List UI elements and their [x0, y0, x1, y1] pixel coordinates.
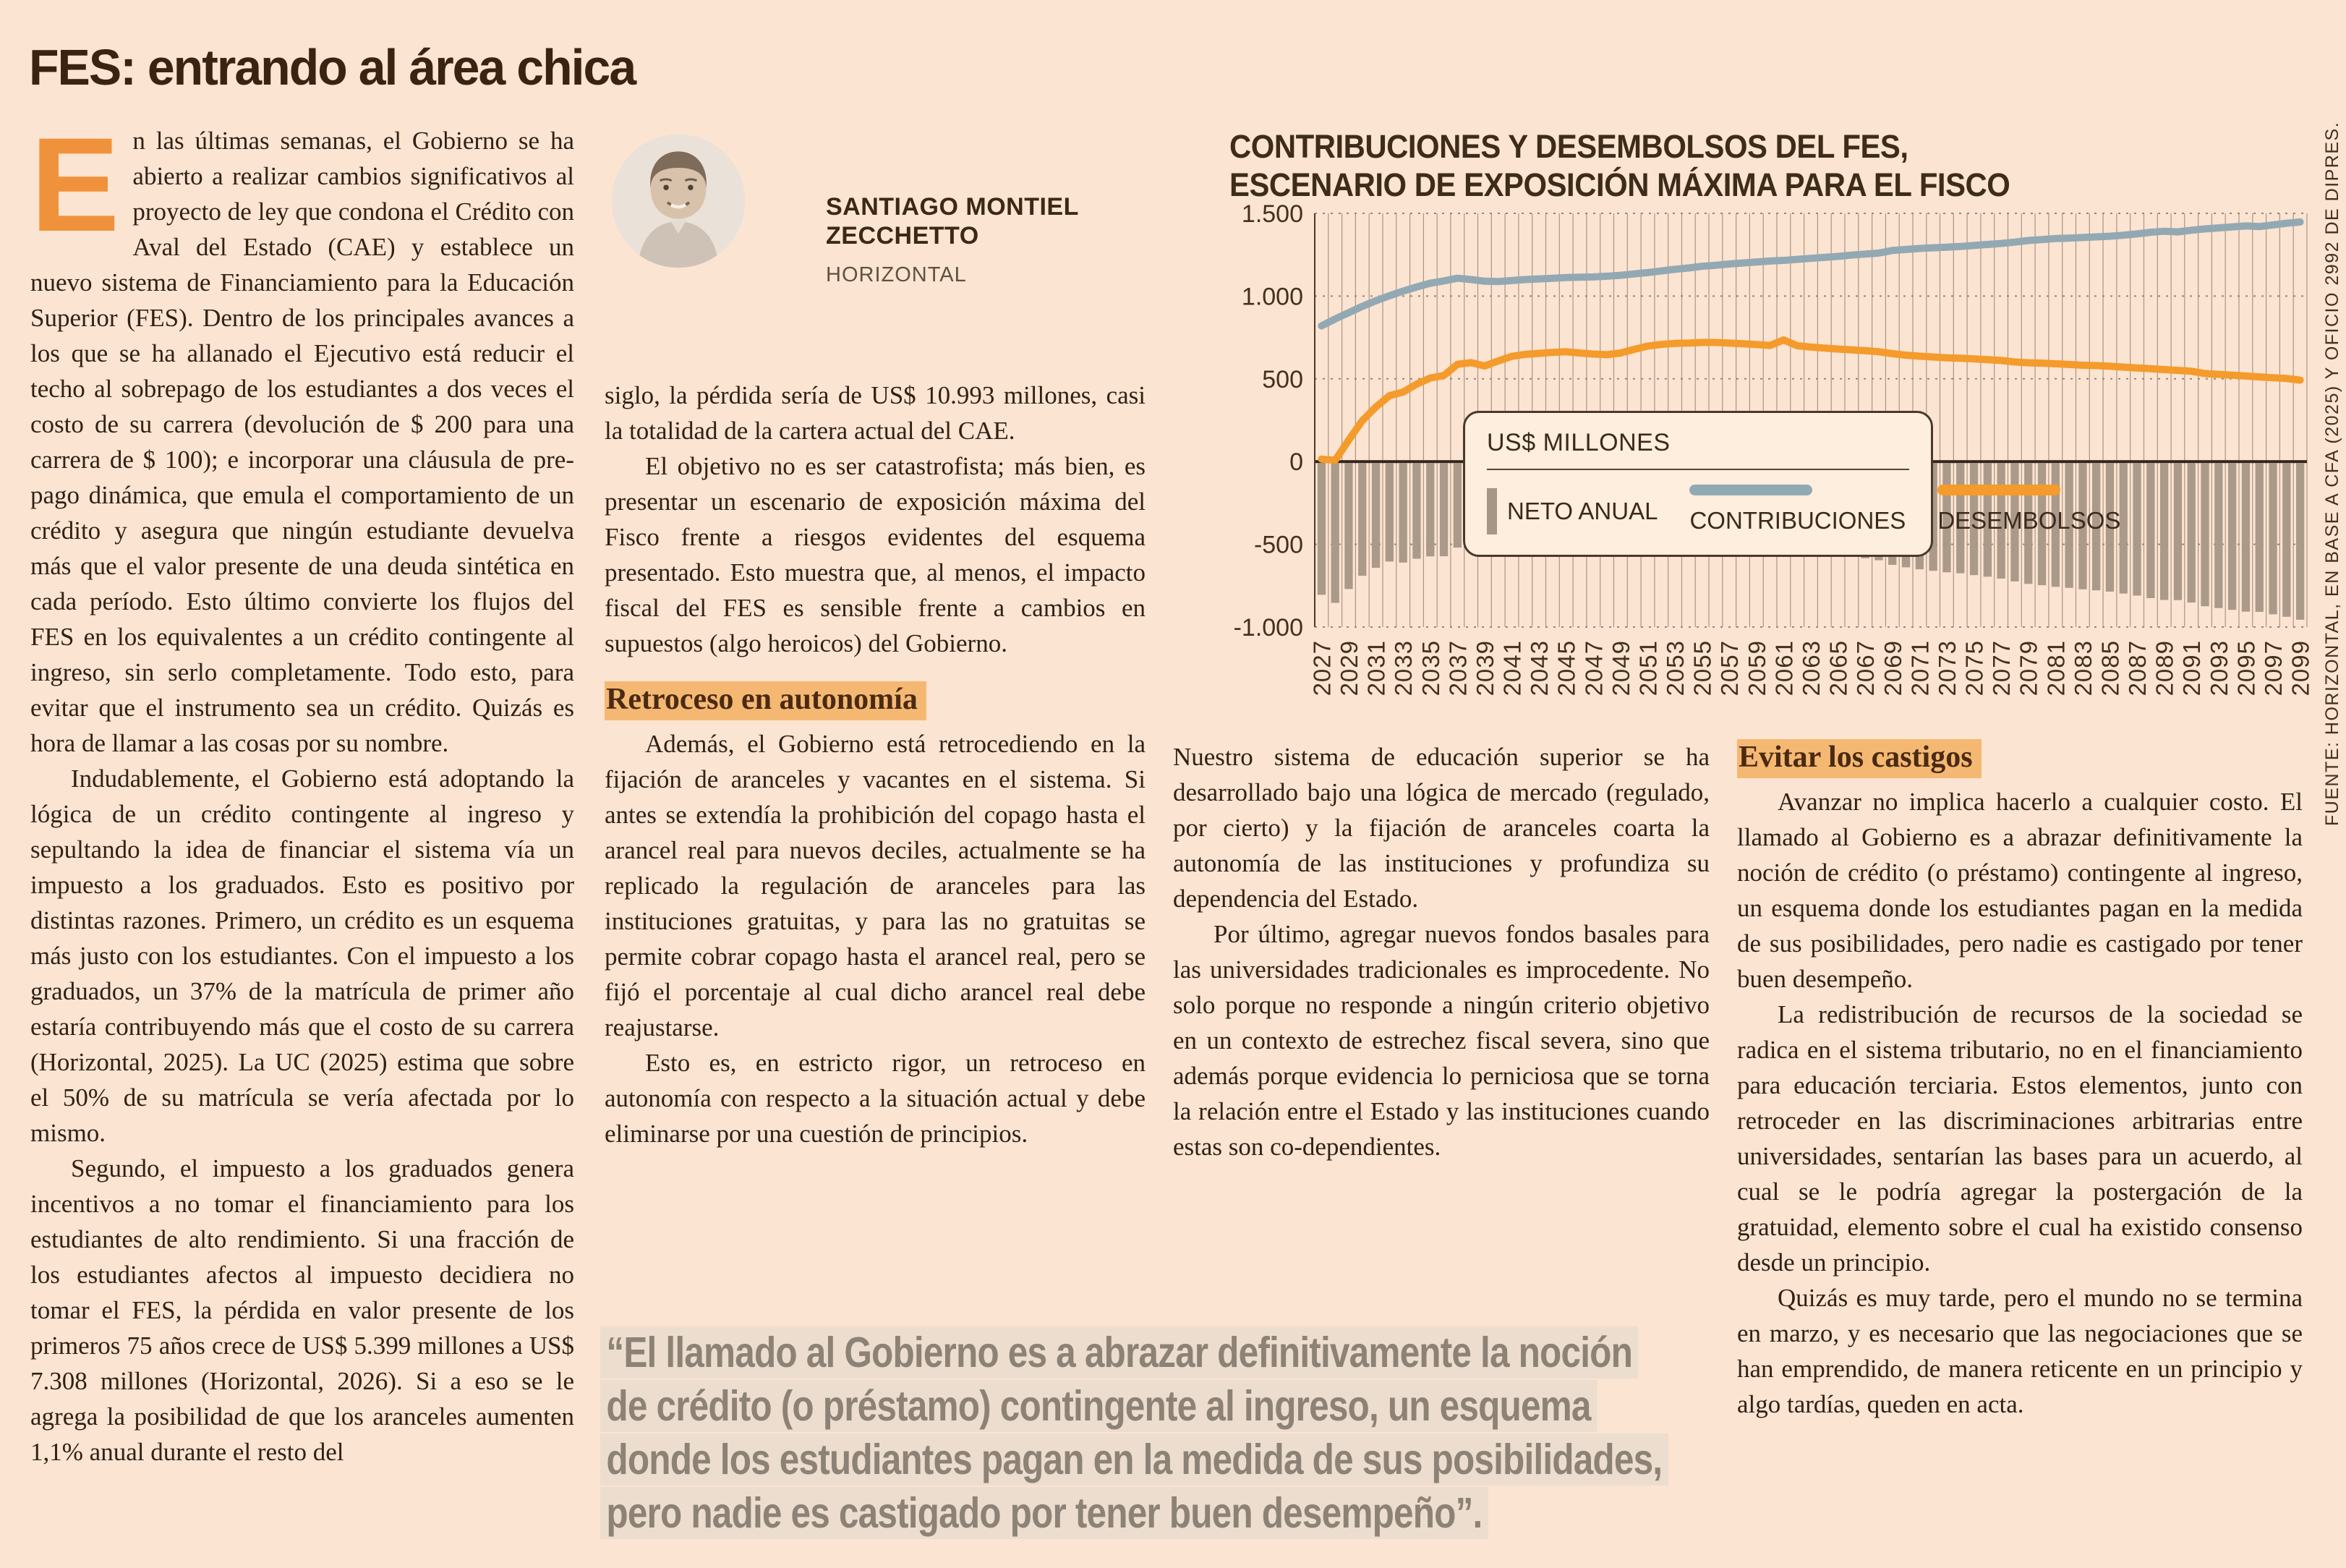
section-header-castigos: Evitar los castigos — [1737, 739, 2303, 775]
paragraph: Quizás es muy tarde, pero el mundo no se termina en marzo, y es necesario que las negociaciones que se han emprendido, de manera reticente en un principio y algo tardías, queden en acta. — [1737, 1284, 2303, 1418]
svg-text:2081: 2081 — [2042, 640, 2070, 696]
svg-text:1.500: 1.500 — [1241, 200, 1303, 228]
svg-text:2031: 2031 — [1362, 640, 1390, 696]
svg-text:2093: 2093 — [2205, 640, 2232, 696]
column-1 — [30, 111, 574, 1470]
neto-bar-swatch-icon — [1487, 488, 1497, 534]
page-title: FES: entrando al área chica — [29, 38, 636, 95]
svg-text:2067: 2067 — [1852, 639, 1880, 696]
legend-unit-label: US$ MILLONES — [1487, 429, 1671, 456]
section-header-retroceso: Retroceso en autonomía — [605, 681, 1146, 717]
author-avatar — [610, 133, 746, 269]
body-text: n las últimas semanas, el Gobierno se ha abierto a realizar cambios significativos al proyecto de ley que condona el Crédito con Aval del Estado (CAE) y establece un nuevo sistema de Financiamiento para la Educación Superior (FES). Dentro de los principales avances a los que se ha allanado el Ejecutivo está reducir el techo al sobrepago de los estudiantes a dos veces el costo de su carrera (devolución de $ 200 para una carrera de $ 100); e incorporar una cláusula de pre-pago dinámica, que emula el comportamiento de un crédito y asegura que ningún estudiante devuelva más que el valor presente de una deuda sintética en cada período. Esto último convierte los flujos del FES en los equivalentes a un crédito contingente al ingreso, sin serlo completamente. Todo esto, para evitar que el instrumento sea un crédito. Quizás es hora de llamar a las cosas por su nombre. — [30, 127, 574, 757]
svg-text:2055: 2055 — [1689, 640, 1716, 696]
svg-text:2063: 2063 — [1798, 640, 1825, 696]
svg-text:2061: 2061 — [1770, 640, 1798, 696]
paragraph: Por último, agregar nuevos fondos basales para las universidades tradicionales es improcedente. No solo porque no responde a ningún criterio objetivo en un contexto de estrechez fiscal severa, sino que además porque evidencia lo perniciosa que se torna la relación entre el Estado y las instituciones cuando estas son co-dependientes. — [1173, 920, 1710, 1161]
pull-quote: “El llamado al Gobierno es a abrazar definitivamente la noción de crédito (o préstamo) contingente al ingreso, un esquema donde los estudiantes pagan en la medida de sus posibilidades, pero nadie es castigado por tener buen desempeño”. — [600, 1326, 1676, 1540]
svg-text:2045: 2045 — [1553, 640, 1580, 696]
author-name: SANTIAGO MONTIEL ZECCHETTO — [826, 193, 1079, 250]
svg-text:2083: 2083 — [2069, 640, 2097, 696]
svg-text:2037: 2037 — [1444, 640, 1472, 696]
svg-text:2095: 2095 — [2232, 640, 2260, 696]
svg-text:2089: 2089 — [2151, 640, 2178, 696]
svg-text:2051: 2051 — [1634, 640, 1662, 696]
svg-text:2099: 2099 — [2287, 640, 2314, 696]
chart-source: FUENTE: HORIZONTAL, EN BASE A CFA (2025) Y OFICIO 2992 DE DIPRES. — [2322, 121, 2342, 826]
svg-text:2035: 2035 — [1417, 640, 1444, 696]
paragraph: siglo, la pérdida sería de US$ 10.993 millones, casi la totalidad de la cartera actual del CAE. — [605, 381, 1146, 445]
legend-item-desembolsos: DESEMBOLSOS — [1937, 485, 2120, 534]
svg-text:2087: 2087 — [2124, 640, 2151, 696]
paragraph: Avanzar no implica hacerlo a cualquier costo. El llamado al Gobierno es a abrazar definitivamente la noción de crédito (o préstamo) contingente al ingreso, un esquema donde los estudiantes pagan en la medida de sus posibilidades, pero nadie es castigado por tener buen desempeño. — [1737, 788, 2303, 993]
svg-text:2043: 2043 — [1526, 640, 1553, 696]
paragraph: Indudablemente, el Gobierno está adoptando la lógica de un crédito contingente al ingreso y sepultando la idea de financiar el sistema vía un impuesto a los graduados. Esto es positivo por distintas razones. Primero, un crédito es un esquema más justo con los estudiantes. Con el impuesto a los graduados, un 37% de la matrícula de primer año estaría contribuyendo más que el costo de su carrera (Horizontal, 2025). La UC (2025) estima que sobre el 50% de su matrícula se vería afectada por lo mismo. — [30, 764, 574, 1147]
author-organization: HORIZONTAL — [826, 263, 967, 286]
svg-text:2091: 2091 — [2178, 640, 2206, 696]
paragraph: El objetivo no es ser catastrofista; más bien, es presentar un escenario de exposición máxima del Fisco frente a riesgos evidentes del esquema presentado. Esto muestra que, al menos, el impacto fiscal del FES es sensible frente a cambios en supuestos (algo heroicos) del Gobierno. — [605, 452, 1146, 657]
svg-text:2033: 2033 — [1390, 640, 1417, 696]
column-3 — [1173, 739, 1710, 1164]
column-2 — [605, 123, 1146, 1151]
paragraph: Además, el Gobierno está retrocediendo en la fijación de aranceles y vacantes en el sistema. Si antes se extendía la prohibición del copago hasta el arancel real para nuevos deciles, actualmente se ha replicado la regulación de aranceles para las instituciones gratuitas, y para las no gratuitas se permite cobrar copago hasta el arancel real, pero se fijó el porcentaje al cual dicho arancel real debe reajustarse. — [605, 730, 1146, 1041]
desembolsos-line-swatch-icon — [1937, 485, 2060, 495]
svg-text:2041: 2041 — [1498, 640, 1526, 696]
svg-text:1.000: 1.000 — [1241, 283, 1303, 311]
svg-text:-1.000: -1.000 — [1233, 614, 1303, 642]
paragraph: Esto es, en estricto rigor, un retroceso en autonomía con respecto a la situación actual y debe eliminarse por una cuestión de principios. — [605, 1049, 1146, 1148]
dropcap-letter: E — [30, 111, 120, 260]
svg-text:2075: 2075 — [1961, 640, 1988, 696]
paragraph: Segundo, el impuesto a los graduados genera incentivos a no tomar el financiamiento para los estudiantes de alto rendimiento. Si una fracción de los estudiantes afectos al impuesto decidiera no tomar el FES, la pérdida en valor presente de los primeros 75 años crece de US$ 5.399 millones a US$ 7.308 millones (Horizontal, 2026). Si a eso se le agrega la posibilidad de que los aranceles aumenten 1,1% anual durante el resto del — [30, 1154, 574, 1466]
chart-legend — [1463, 411, 2121, 557]
svg-text:2059: 2059 — [1743, 640, 1770, 696]
author-block — [605, 123, 1146, 378]
legend-item-contribuciones: CONTRIBUCIONES — [1689, 485, 1906, 534]
paragraph: La redistribución de recursos de la sociedad se radica en el sistema tributario, no en el financiamiento para educación terciaria. Estos elementos, junto con retroceder en las discriminaciones arbitrarias entre universidades, sentarían las bases para un acuerdo, al cual se le podría agregar la postergación de la gratuidad, elemento sobre el cual ha existido consenso desde un principio. — [1737, 1000, 2303, 1277]
svg-text:2071: 2071 — [1906, 640, 1934, 696]
svg-text:2079: 2079 — [2015, 640, 2042, 696]
svg-text:2085: 2085 — [2097, 640, 2124, 696]
svg-text:2029: 2029 — [1336, 640, 1362, 696]
svg-text:2077: 2077 — [1988, 640, 2016, 696]
svg-text:-500: -500 — [1253, 531, 1303, 559]
svg-text:2057: 2057 — [1716, 640, 1744, 696]
svg-text:2027: 2027 — [1308, 640, 1336, 696]
chart-title: CONTRIBUCIONES Y DESEMBOLSOS DEL FES, ESCENARIO DE EXPOSICIÓN MÁXIMA PARA EL FISCO — [1229, 128, 2010, 203]
svg-text:2069: 2069 — [1879, 640, 1906, 696]
svg-text:2065: 2065 — [1825, 640, 1852, 696]
paragraph — [30, 111, 574, 761]
svg-text:2053: 2053 — [1662, 640, 1689, 696]
paragraph: Nuestro sistema de educación superior se ha desarrollado bajo una lógica de mercado (regulado, por cierto) y la fijación de aranceles coarta la autonomía de las instituciones y profundiza su dependencia del Estado. — [1173, 743, 1710, 913]
svg-text:2039: 2039 — [1471, 640, 1498, 696]
svg-text:2097: 2097 — [2260, 640, 2287, 696]
contribuciones-line-swatch-icon — [1689, 485, 1812, 495]
svg-text:0: 0 — [1289, 448, 1303, 477]
legend-divider — [1487, 469, 1909, 470]
svg-text:2047: 2047 — [1580, 640, 1608, 696]
svg-text:500: 500 — [1262, 365, 1303, 393]
svg-text:2049: 2049 — [1607, 640, 1634, 696]
legend-item-neto: NETO ANUAL — [1487, 488, 1658, 534]
svg-text:2073: 2073 — [1933, 640, 1961, 696]
column-4 — [1737, 739, 2303, 1422]
fes-chart — [1170, 107, 2343, 826]
